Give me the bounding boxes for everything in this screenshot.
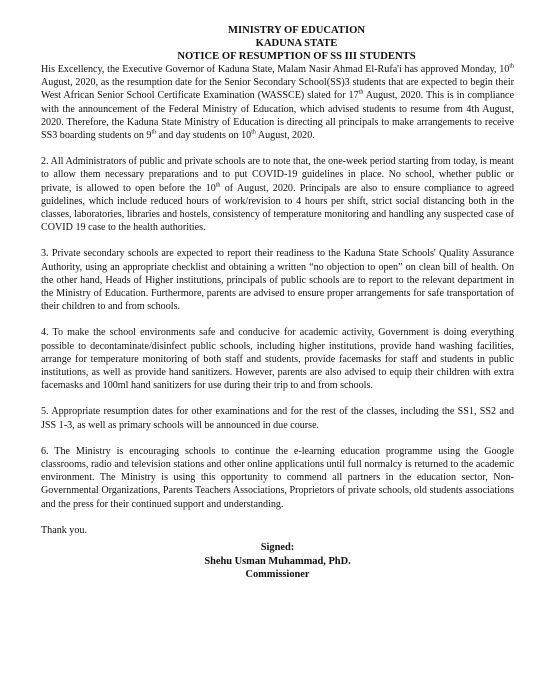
ordinal-suffix: th — [358, 90, 364, 97]
paragraph-1-text-b: August, 2020, as the resumption date for the Senior Secondary School(SS)3 students that are expected to begin their West African Senior School Certificate Examination (WASSCE) slated for 17 — [41, 77, 514, 102]
paragraph-2-text-a: 2. All Administrators of public and private schools are to note that, the one-week period starting from today, is meant to allow them necessary preparations and to put COVID-19 guidelines in place. No school, whether public or private, is allowed to open before the 10 — [41, 156, 514, 194]
document-header — [79, 24, 514, 63]
notice-title: NOTICE OF RESUMPTION OF SS III STUDENTS — [177, 51, 416, 62]
signed-label: Signed: — [260, 542, 295, 554]
paragraph-4: 4. To make the school environments safe and conducive for academic activity, Government is doing everything possible to decontaminate/disinfect public schools, including higher institutions, provide hand washing facilities, arrange for temperature monitoring of both staff and students, provide facemasks for staff and students in public institutions, as well as provide hand sanitizers. However, parents are also advised to equip their children with extra facemasks and 100ml hand sanitizers for use during their trip to and from schools. — [41, 327, 514, 392]
ministry-title: MINISTRY OF EDUCATION — [228, 25, 365, 36]
paragraph-3: 3. Private secondary schools are expected to report their readiness to the Kaduna State Schools' Quality Assurance Authority, using an appropriate checklist and obtaining a written “no objection to open” on clean bill of health. On the other hand, Heads of Higher institutions, principals of public schools are to report to the relevant department in the Ministry of Education. Furthermore, parents are advised to ensure proper arrangements for safe transportation of their children to and from schools. — [41, 248, 514, 313]
ordinal-suffix: th — [251, 129, 256, 136]
ordinal-suffix: th — [151, 129, 157, 136]
paragraph-1-text-a: His Excellency, the Executive Governor of Kaduna State, Malam Nasir Ahmad El-Rufa'i has approved Monday, 10 — [41, 64, 510, 75]
state-title: KADUNA STATE — [255, 38, 338, 49]
paragraph-5: 5. Appropriate resumption dates for other examinations and for the rest of the classes, including the SS1, SS2 and JSS 1-3, as well as primary schools will be announced in due course. — [41, 406, 514, 431]
paragraph-1 — [41, 63, 514, 142]
paragraph-1-text-c: August, 2020. This is in compliance with the announcement of the Federal Ministry of Education, which advised students to resume from 4th August, 2020. Therefore, the Kaduna State Ministry of Education is directing all principals to make arrangements to receive SS3 boarding students on 9 — [41, 90, 514, 142]
signatory-title: Commissioner — [245, 569, 310, 581]
closing-text: Thank you. — [41, 524, 87, 536]
ordinal-suffix: th — [509, 63, 514, 70]
signatory-name: Shehu Usman Muhammad, PhD. — [204, 555, 351, 567]
paragraph-2-text-b: of August, 2020. Principals are also to ensure compliance to agreed guidelines, which include reduced hours of work/revision to 4 hours per shift, strict social distancing both in the classes, laboratories, libraries and hostels, consistency of temperature monitoring and handling any suspected case of COVID 19 case to the health authorities. — [41, 182, 515, 234]
paragraph-2 — [41, 155, 514, 234]
paragraph-1-text-d: and day students on 10 — [156, 130, 252, 142]
paragraph-6: 6. The Ministry is encouraging schools to continue the e-learning education programme using the Google classrooms, radio and television stations and other online applications until full normalcy is returned to the academic environment. The Ministry is using this opportunity to commend all partners in the education sector, Non-Governmental Organizations, Parents Teachers Associations, Proprietors of private schools, old students associations and the press for their continued support and understanding. — [41, 445, 514, 510]
paragraph-1-text-e: August, 2020. — [255, 130, 315, 142]
ordinal-suffix: th — [215, 182, 221, 189]
signature-block — [41, 541, 514, 582]
